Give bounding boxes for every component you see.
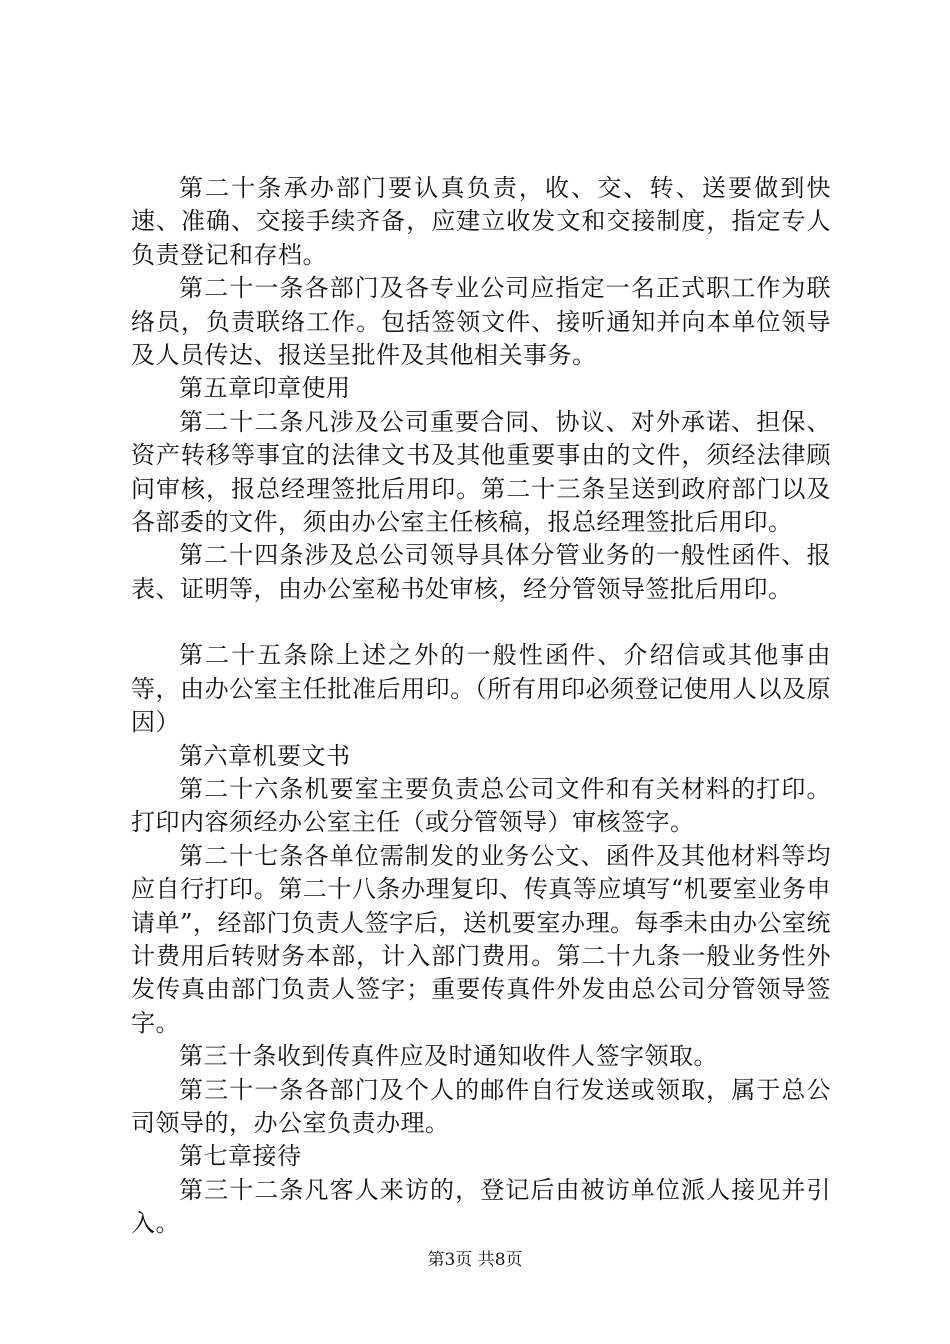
paragraph-article-22-23: 第二十二条凡涉及公司重要合同、协议、对外承诺、担保、资产转移等事宜的法律文书及其他重要事由的文件，须经法律顾问审核，报总经理签批后用印。第二十三条呈送到政府部门以及各部委的文件，须由办公室主任核稿，报总经理签批后用印。 bbox=[131, 407, 831, 537]
document-body bbox=[131, 172, 831, 1241]
paragraph-article-32: 第三十二条凡客人来访的，登记后由被访单位派人接见并引入。 bbox=[131, 1175, 831, 1238]
paragraph-article-20: 第二十条承办部门要认真负责，收、交、转、送要做到快速、准确、交接手续齐备，应建立收发文和交接制度，指定专人负责登记和存档。 bbox=[131, 174, 831, 269]
chapter-heading-5: 第五章印章使用 bbox=[179, 374, 351, 403]
paragraph-article-25: 第二十五条除上述之外的一般性函件、介绍信或其他事由等，由办公室主任批准后用印。（所有用印必须登记使用人以及原因） bbox=[131, 641, 831, 737]
paragraph-article-21: 第二十一条各部门及各专业公司应指定一名正式职工作为联络员，负责联络工作。包括签领文件、接听通知并向本单位领导及人员传达、报送呈批件及其他相关事务。 bbox=[131, 274, 831, 370]
paragraph-article-26: 第二十六条机要室主要负责总公司文件和有关材料的打印。打印内容须经办公室主任（或分管领导）审核签字。 bbox=[131, 774, 831, 837]
paragraph-article-24: 第二十四条涉及总公司领导具体分管业务的一般性函件、报表、证明等，由办公室秘书处审核，经分管领导签批后用印。 bbox=[131, 541, 831, 603]
page-number-footer: 第3页 共8页 bbox=[427, 1250, 523, 1270]
paragraph-article-30: 第三十条收到传真件应及时通知收件人签字领取。 bbox=[179, 1042, 718, 1071]
paragraph-article-27-29: 第二十七条各单位需制发的业务公文、函件及其他材料等均应自行打印。第二十八条办理复印、传真等应填写“机要室业务申请单”，经部门负责人签字后，送机要室办理。每季未由办公室统计费用后转财务本部，计入部门费用。第二十九条一般业务性外发传真由部门负责人签字；重要传真件外发由总公司分管领导签字。 bbox=[131, 841, 831, 1037]
paragraph-article-31: 第三十一条各部门及个人的邮件自行发送或领取，属于总公司领导的，办公室负责办理。 bbox=[131, 1075, 831, 1137]
chapter-heading-7: 第七章接待 bbox=[179, 1142, 302, 1171]
chapter-heading-6: 第六章机要文书 bbox=[179, 741, 351, 770]
